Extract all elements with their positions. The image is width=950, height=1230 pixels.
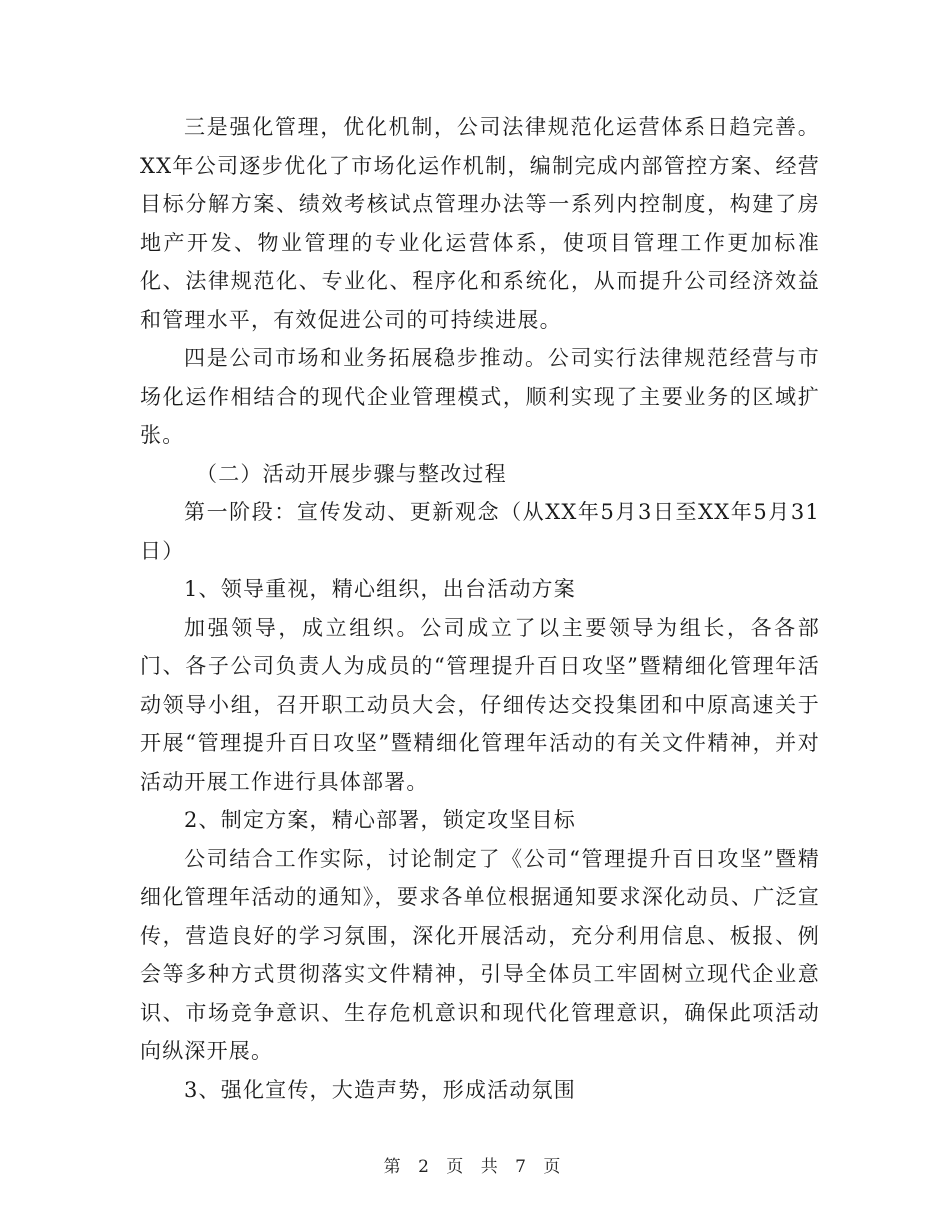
item-heading-1: 1、领导重视，精心组织，出台活动方案 bbox=[184, 577, 576, 601]
paragraph-strengthen-management: 三是强化管理，优化机制，公司法律规范化运营体系日趋完善。XX年公司逐步优化了市场化运作机制，编制完成内部管控方案、经营目标分解方案、绩效考核试点管理办法等一系列内控制度，构建了房地产开发、物业管理的专业化运营体系，使项目管理工作更加标准化、法律规范化、专业化、程序化和系统化，从而提升公司经济效益和管理水平，有效促进公司的可持续进展。 bbox=[140, 115, 820, 332]
item-heading-2: 2、制定方案，精心部署，锁定攻坚目标 bbox=[184, 808, 576, 832]
document-body bbox=[140, 108, 820, 1109]
paragraph-leadership: 加强领导，成立组织。公司成立了以主要领导为组长，各各部门、各子公司负责人为成员的“管理提升百日攻坚”暨精细化管理年活动领导小组，召开职工动员大会，仔细传达交投集团和中原高速关于开展“管理提升百日攻坚”暨精细化管理年活动的有关文件精神，并对活动开展工作进行具体部署。 bbox=[140, 615, 820, 794]
item-heading-3: 3、强化宣传，大造声势，形成活动氛围 bbox=[184, 1077, 576, 1102]
section-heading-activity-steps: （二）活动开展步骤与整改过程 bbox=[196, 461, 507, 486]
paragraph-market-expansion: 四是公司市场和业务拓展稳步推动。公司实行法律规范经营与市场化运作相结合的现代企业管理模式，顺利实现了主要业务的区域扩张。 bbox=[140, 346, 820, 447]
stage-one-heading: 第一阶段：宣传发动、更新观念（从XX年5月3日至XX年5月31日） bbox=[140, 500, 820, 563]
paragraph-plan: 公司结合工作实际，讨论制定了《公司“管理提升百日攻坚”暨精细化管理年活动的通知》，要求各单位根据通知要求深化动员、广泛宣传，营造良好的学习氛围，深化开展活动，充分利用信息、板报、例会等多种方式贯彻落实文件精神，引导全体员工牢固树立现代企业意识、市场竞争意识、生存危机意识和现代化管理意识，确保此项活动向纵深开展。 bbox=[140, 846, 820, 1063]
page-footer: 第 2 页 共 7 页 bbox=[383, 1157, 567, 1177]
